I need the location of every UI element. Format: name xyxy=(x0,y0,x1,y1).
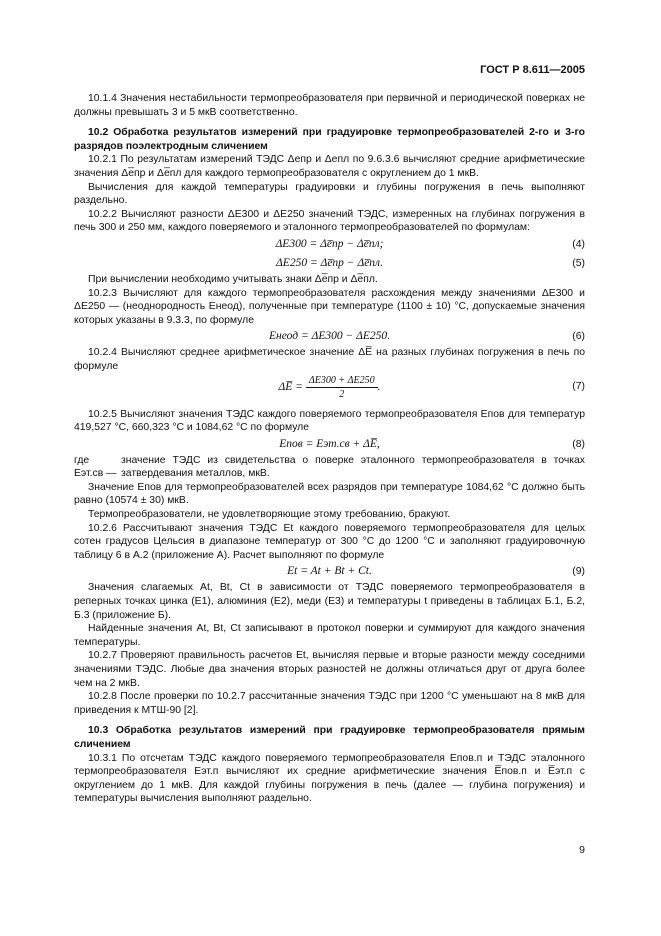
formula-number: (8) xyxy=(572,438,585,450)
fraction xyxy=(306,374,378,401)
fraction-numerator: ΔE300 + ΔE250 xyxy=(306,374,378,388)
section-heading: 10.2 Обработка результатов измерений при градуировке термопреобразователей 2-го и 3-го разрядов поэлектродным сличением xyxy=(74,127,585,152)
section-gap xyxy=(74,717,585,724)
paragraph: При вычислении необходимо учитывать знаки Δe̅пр и Δe̅пл. xyxy=(88,273,378,285)
page-number: 9 xyxy=(579,844,585,856)
formula-number: (4) xyxy=(572,238,585,250)
section-heading: 10.3 Обработка результатов измерений при градуировке термопреобразователя прямым сличением xyxy=(74,725,585,750)
paragraph: 10.3.1 По отсчетам ТЭДС каждого поверяемого термопреобразователя Eпов.п и ТЭДС эталонного термопреобразователя Eэт.п вычисляют их средние арифметические значения E̅пов.п и E̅эт.п с округлением до 1 мкВ. Для каждой глубины погружения в печь (далее — глубина погружения) и температуры вычисления выполняют раздельно. xyxy=(74,752,585,805)
formula-expression: Eнеод = ΔE300 − ΔE250. xyxy=(268,330,391,343)
formula xyxy=(74,235,585,254)
formula-tail: . xyxy=(377,380,381,393)
paragraph: 10.2.1 По результатам измерений ТЭДС Δeпр и Δeпл по 9.6.3.6 вычисляют средние арифметические значения Δe̅пр и Δe̅пл для каждого термопреобразователя с округлением до 1 мкВ. xyxy=(74,154,585,179)
page-body xyxy=(74,92,585,806)
paragraph: Вычисления для каждой температуры градуировки и глубины погружения в печь выполняют раздельно. xyxy=(74,181,585,207)
formula-number: (7) xyxy=(572,380,585,392)
paragraph: Термопреобразователи, не удовлетворяющие этому требованию, бракуют. xyxy=(88,509,451,521)
paragraph: 10.2.5 Вычисляют значения ТЭДС каждого поверяемого термопреобразователя Eпов для температур 419,527 °С, 660,323 °С и 1084,62 °С по формуле xyxy=(74,408,585,434)
formula-number: (5) xyxy=(572,257,585,269)
paragraph: 10.2.7 Проверяют правильность расчетов Et, вычисляя первые и вторые разности между соседними значениями ТЭДС. Любые два значения вторых разностей не должны отличаться друг от друга более чем на 2 мкВ. xyxy=(74,650,585,689)
formula xyxy=(74,374,585,408)
document-header: ГОСТ Р 8.611—2005 xyxy=(480,64,585,76)
definition-text: значение ТЭДС из свидетельства о поверке эталонного термопреобразователя в точках затвердевания металлов, мкВ. xyxy=(121,454,585,480)
formula-lhs: ΔE̅ = xyxy=(278,380,303,393)
fraction-denominator: 2 xyxy=(339,388,345,400)
definition-term: где Eэт.св — xyxy=(74,454,117,480)
section-gap xyxy=(74,119,585,126)
paragraph: 10.2.8 После проверки по 10.2.7 рассчитанные значения ТЭДС при 1200 °С уменьшают на 8 мкВ для приведения к МТШ-90 [2]. xyxy=(74,691,585,716)
formula-number: (6) xyxy=(572,331,585,343)
formula-expression: Eпов = Eэт.св + ΔE̅, xyxy=(279,437,380,450)
paragraph: 10.2.2 Вычисляют разности ΔE300 и ΔE250 значений ТЭДС, измеренных на глубинах погружения в печь 300 и 250 мм, каждого поверяемого и эталонного термопреобразователей по формулам: xyxy=(74,208,585,234)
paragraph: 10.1.4 Значения нестабильности термопреобразователя при первичной и периодической поверках не должны превышать 3 и 5 мкВ соответственно. xyxy=(74,93,585,118)
paragraph: Найденные значения At, Bt, Ct записывают в протокол поверки и суммируют для каждого значения температуры. xyxy=(74,623,585,648)
formula-expression: ΔE300 = Δe̅пр − Δe̅пл; xyxy=(275,237,384,250)
formula-number: (9) xyxy=(572,566,585,578)
definition xyxy=(74,454,585,481)
formula xyxy=(74,327,585,346)
paragraph: 10.2.4 Вычисляют среднее арифметическое значение ΔE̅ на разных глубинах погружения в печь по формуле xyxy=(74,347,585,372)
paragraph: 10.2.6 Рассчитывают значения ТЭДС Et каждого поверяемого термопреобразователя для целых сотен градусов Цельсия в диапазоне температур от 300 °С до 1200 °С и заполняют градуировочную таблицу 6 в А.2 (приложение А). Расчет выполняют по формуле xyxy=(74,522,585,561)
formula xyxy=(74,254,585,273)
formula-expression: Et = At + Bt + Ct. xyxy=(287,565,372,578)
formula-expression: ΔE250 = Δe̅пр − Δe̅пл. xyxy=(276,256,383,269)
paragraph: Значения слагаемых At, Bt, Ct в зависимости от ТЭДС поверяемого термопреобразователя в реперных точках цинка (E1), алюминия (E2), меди (E3) и температуры t приведены в таблицах Б.1, Б.2, Б.3 (приложение Б). xyxy=(74,582,585,621)
paragraph: 10.2.3 Вычисляют для каждого термопреобразователя расхождения между значениями ΔE300 и ΔE250 — (неоднородность Eнеод), полученные при температуре (1100 ± 10) °С, допускаемые значения которых указаны в 9.3.3, по формуле xyxy=(74,287,585,326)
paragraph: Значение Eпов для термопреобразователей всех разрядов при температуре 1084,62 °С должно быть равно (10574 ± 30) мкВ. xyxy=(74,481,585,507)
formula xyxy=(74,435,585,454)
formula xyxy=(74,562,585,581)
